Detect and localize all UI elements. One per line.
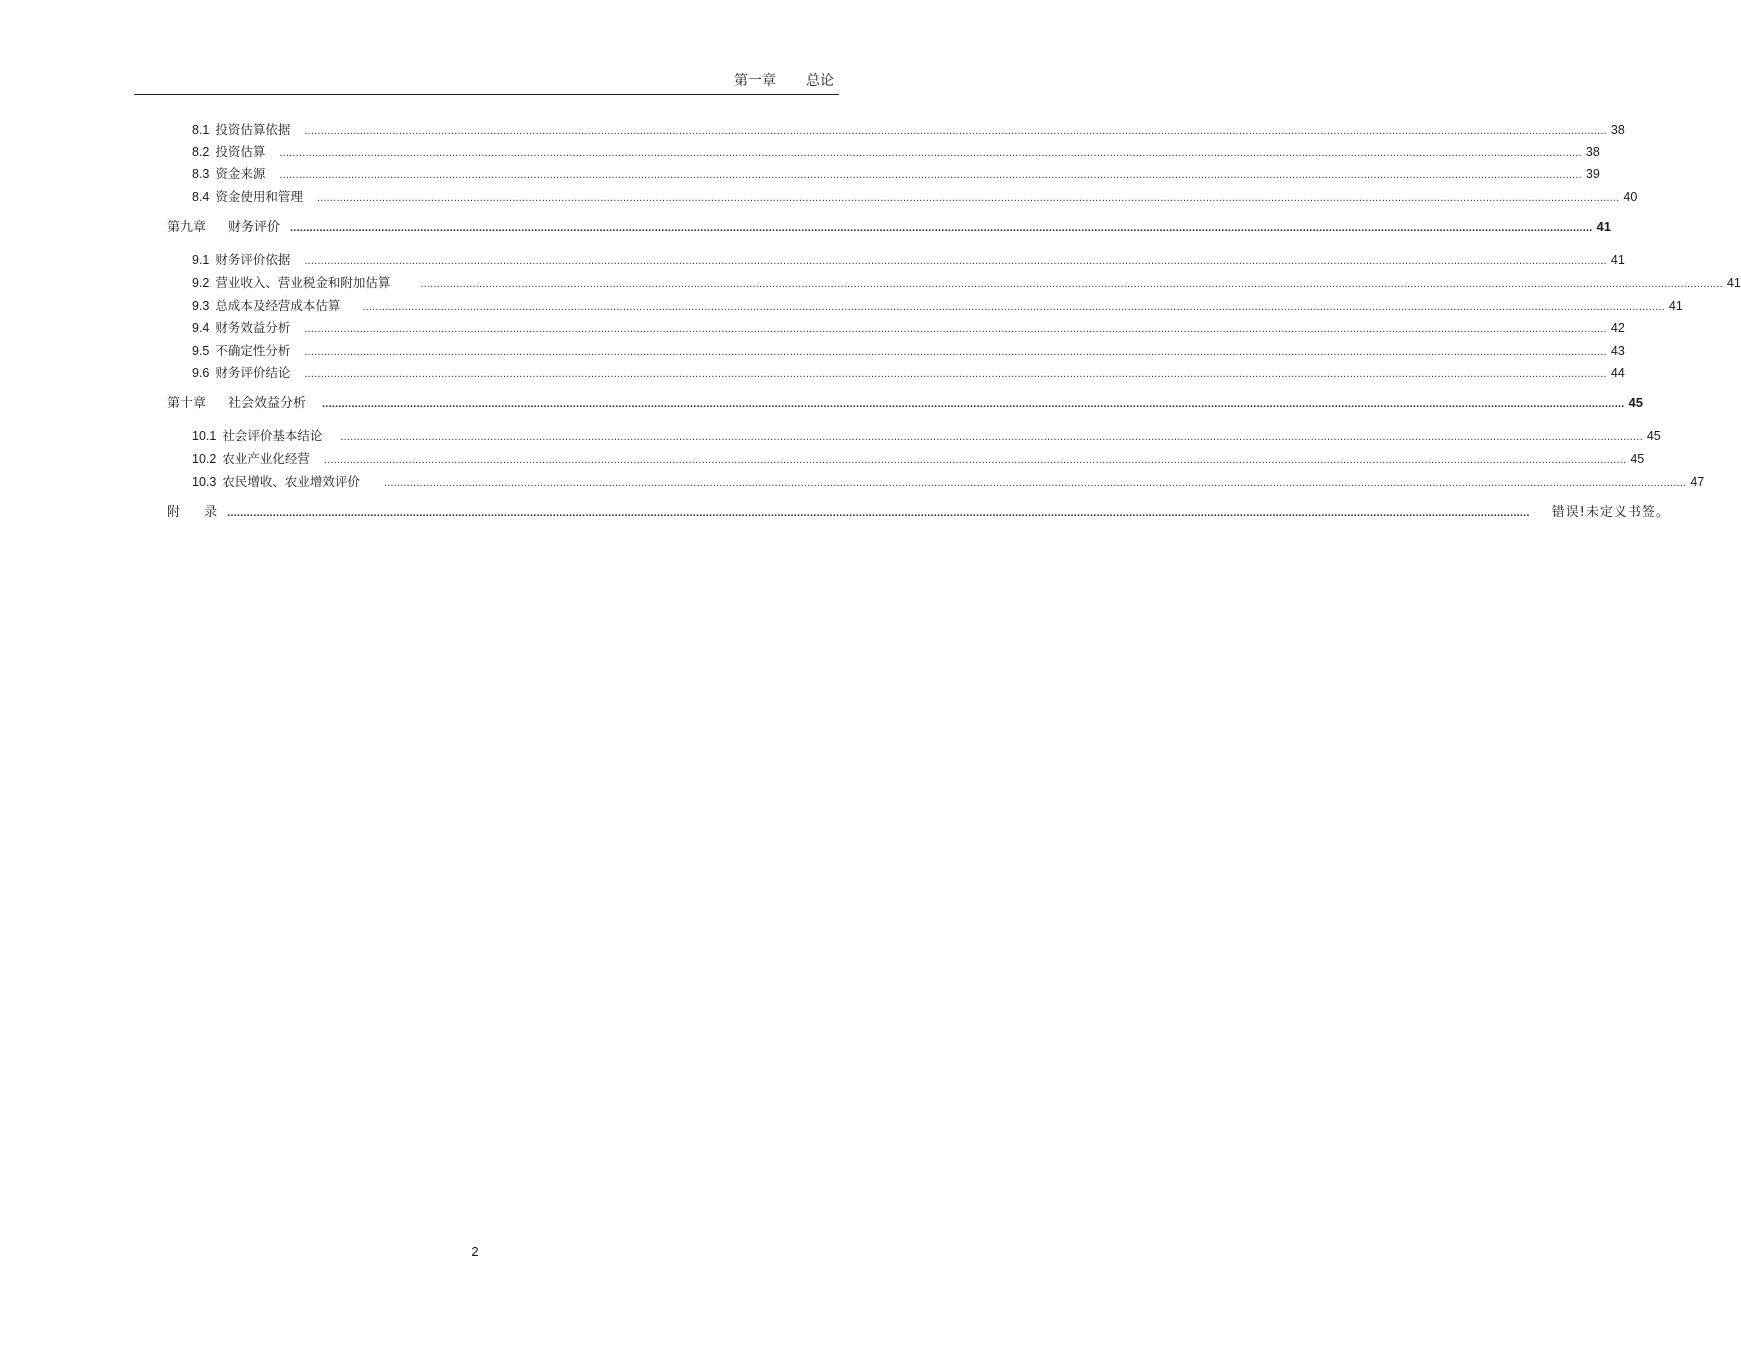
toc-title: 农业产业化经营: [222, 451, 310, 466]
toc-number: 9.4: [192, 321, 210, 335]
toc-title: 社会效益分析: [228, 396, 307, 411]
toc-title: 资金来源: [215, 166, 266, 181]
toc-number: 9.6: [192, 366, 210, 380]
toc-page: 41: [1668, 299, 1683, 313]
toc-number: 9.5: [192, 344, 210, 358]
toc-title: 农民增收、农业增效评价: [222, 474, 360, 489]
toc-number: 9.2: [192, 276, 210, 290]
toc-number: 附 录: [167, 505, 228, 520]
toc-page: 错误!未定义书签。: [1551, 505, 1670, 520]
toc-page: 39: [1585, 167, 1600, 181]
toc-title: 资金使用和管理: [215, 189, 303, 204]
toc-leader: ................................................................................................................................................................................................................................................................................................................................................................................................................: [290, 222, 1593, 234]
toc-title: 投资估算: [215, 144, 266, 159]
toc-appendix[interactable]: [167, 501, 1670, 520]
toc-page: 45: [1628, 395, 1643, 410]
header-rule: [134, 94, 839, 95]
toc-page: 45: [1630, 452, 1645, 466]
toc-leader: ................................................................................................................................................................................................................................................................................................................................................................................................................: [322, 398, 1625, 410]
page-number: 2: [471, 1244, 479, 1259]
toc-number: 8.2: [192, 145, 210, 159]
toc-number: 8.4: [192, 190, 210, 204]
toc-entry-9-5[interactable]: [192, 341, 1625, 359]
toc-chapter-9[interactable]: [167, 216, 1611, 235]
toc-page: 43: [1610, 344, 1625, 358]
toc-entry-9-2[interactable]: [192, 273, 1741, 291]
toc-leader: ................................................................................................................................................................................................................................................................................................................................................................................................................: [316, 192, 1620, 204]
toc-number: 10.3: [192, 475, 217, 489]
running-header: [734, 70, 834, 90]
toc-number: 8.1: [192, 123, 210, 137]
toc-leader: ................................................................................................................................................................................................................................................................................................................................................................................................................: [362, 301, 1665, 313]
toc-number: 9.3: [192, 299, 210, 313]
toc-entry-9-6[interactable]: [192, 363, 1625, 381]
toc-number: 第十章: [167, 396, 207, 411]
toc-number: 10.2: [192, 452, 217, 466]
toc-page: 41: [1726, 276, 1741, 290]
toc-entry-10-3[interactable]: [192, 472, 1705, 490]
toc-number: 9.1: [192, 253, 210, 267]
toc-entry-9-4[interactable]: [192, 318, 1625, 336]
toc-page: 40: [1623, 190, 1638, 204]
toc-title: 财务效益分析: [215, 320, 291, 335]
toc-entry-8-2[interactable]: [192, 142, 1600, 160]
header-title: 总论: [806, 73, 834, 89]
header-chapter: 第一章: [734, 73, 776, 89]
toc-page: 38: [1610, 123, 1625, 137]
toc-page: 45: [1646, 429, 1661, 443]
toc-page: 41: [1596, 219, 1611, 234]
toc-number: 第九章: [167, 220, 207, 235]
toc-title: 社会评价基本结论: [222, 428, 323, 443]
toc-leader: ................................................................................................................................................................................................................................................................................................................................................................................................................: [304, 125, 1607, 137]
toc-entry-8-4[interactable]: [192, 187, 1638, 205]
toc-number: 10.1: [192, 429, 217, 443]
toc-title: 投资估算依据: [215, 122, 291, 137]
toc-leader: ................................................................................................................................................................................................................................................................................................................................................................................................................: [304, 323, 1607, 335]
toc-entry-10-2[interactable]: [192, 449, 1645, 467]
toc-leader: ................................................................................................................................................................................................................................................................................................................................................................................................................: [383, 477, 1687, 489]
toc-page: 42: [1610, 321, 1625, 335]
toc-title: 财务评价依据: [215, 252, 291, 267]
toc-entry-9-1[interactable]: [192, 250, 1625, 268]
toc-entry-9-3[interactable]: [192, 296, 1683, 314]
toc-number: 8.3: [192, 167, 210, 181]
toc-leader: ................................................................................................................................................................................................................................................................................................................................................................................................................: [304, 368, 1607, 380]
toc-page: 38: [1585, 145, 1600, 159]
toc-leader: ................................................................................................................................................................................................................................................................................................................................................................................................................: [340, 431, 1643, 443]
toc-page: 41: [1610, 253, 1625, 267]
toc-entry-8-3[interactable]: [192, 164, 1600, 182]
toc-page: 47: [1690, 475, 1705, 489]
toc-title: 总成本及经营成本估算: [215, 298, 341, 313]
toc-leader: ................................................................................................................................................................................................................................................................................................................................................................................................................: [279, 169, 1582, 181]
toc-chapter-10[interactable]: [167, 392, 1643, 411]
toc-leader: ................................................................................................................................................................................................................................................................................................................................................................................................................: [304, 255, 1607, 267]
toc-title: 财务评价: [228, 220, 281, 235]
toc-title: 营业收入、营业税金和附加估算: [215, 275, 391, 290]
toc-leader: ................................................................................................................................................................................................................................................................................................................................................................................................................: [420, 278, 1723, 290]
toc-leader: ................................................................................................................................................................................................................................................................................................................................................................................................................: [227, 507, 1530, 519]
toc-title: 财务评价结论: [215, 365, 291, 380]
toc-leader: ................................................................................................................................................................................................................................................................................................................................................................................................................: [323, 454, 1627, 466]
toc-leader: ................................................................................................................................................................................................................................................................................................................................................................................................................: [279, 147, 1582, 159]
toc-title: 不确定性分析: [215, 343, 291, 358]
toc-leader: ................................................................................................................................................................................................................................................................................................................................................................................................................: [304, 346, 1607, 358]
toc-entry-10-1[interactable]: [192, 426, 1661, 444]
toc-page: 44: [1610, 366, 1625, 380]
toc-entry-8-1[interactable]: [192, 120, 1625, 138]
